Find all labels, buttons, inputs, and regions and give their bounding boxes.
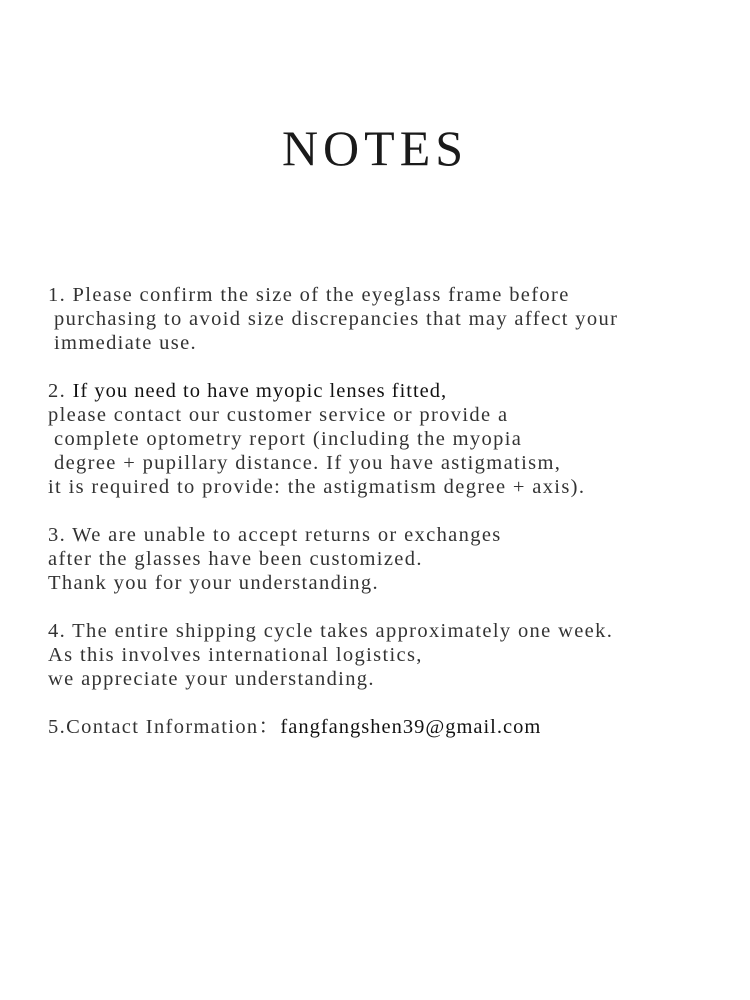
note-3-line-2: after the glasses have been customized.: [48, 548, 423, 570]
note-1-line-1: 1. Please confirm the size of the eyeglass frame before: [48, 284, 570, 306]
note-2-line-2: please contact our customer service or provide a: [48, 404, 509, 426]
note-4-line-2: As this involves international logistics,: [48, 644, 423, 666]
note-2-prefix: 2.: [48, 380, 73, 402]
note-2-line-4: degree + pupillary distance. If you have astigmatism,: [54, 452, 562, 474]
note-2-line-3: complete optometry report (including the myopia: [54, 428, 523, 450]
note-1-line-3: immediate use.: [54, 332, 198, 354]
note-3-line-3: Thank you for your understanding.: [48, 572, 379, 594]
note-4: [48, 619, 738, 691]
contact-email: fangfangshen39@gmail.com: [280, 716, 542, 738]
notes-list: [48, 283, 738, 763]
note-2-emphasis: If you need to have myopic lenses fitted,: [72, 380, 448, 402]
note-4-line-3: we appreciate your understanding.: [48, 668, 375, 690]
note-2-line-1: [48, 379, 738, 403]
note-2-line-5: it is required to provide: the astigmatism degree + axis).: [48, 476, 586, 498]
note-1-line-2: purchasing to avoid size discrepancies that may affect your: [54, 308, 619, 330]
contact-label: 5.Contact Information：: [48, 716, 281, 738]
note-3: [48, 523, 738, 595]
note-1: [48, 283, 738, 355]
contact-line: [48, 715, 738, 739]
note-2: [48, 379, 738, 499]
note-5: [48, 715, 738, 739]
note-3-line-1: 3. We are unable to accept returns or exchanges: [48, 524, 502, 546]
note-4-line-1: 4. The entire shipping cycle takes approximately one week.: [48, 620, 614, 642]
page-title: NOTES: [281, 120, 469, 176]
